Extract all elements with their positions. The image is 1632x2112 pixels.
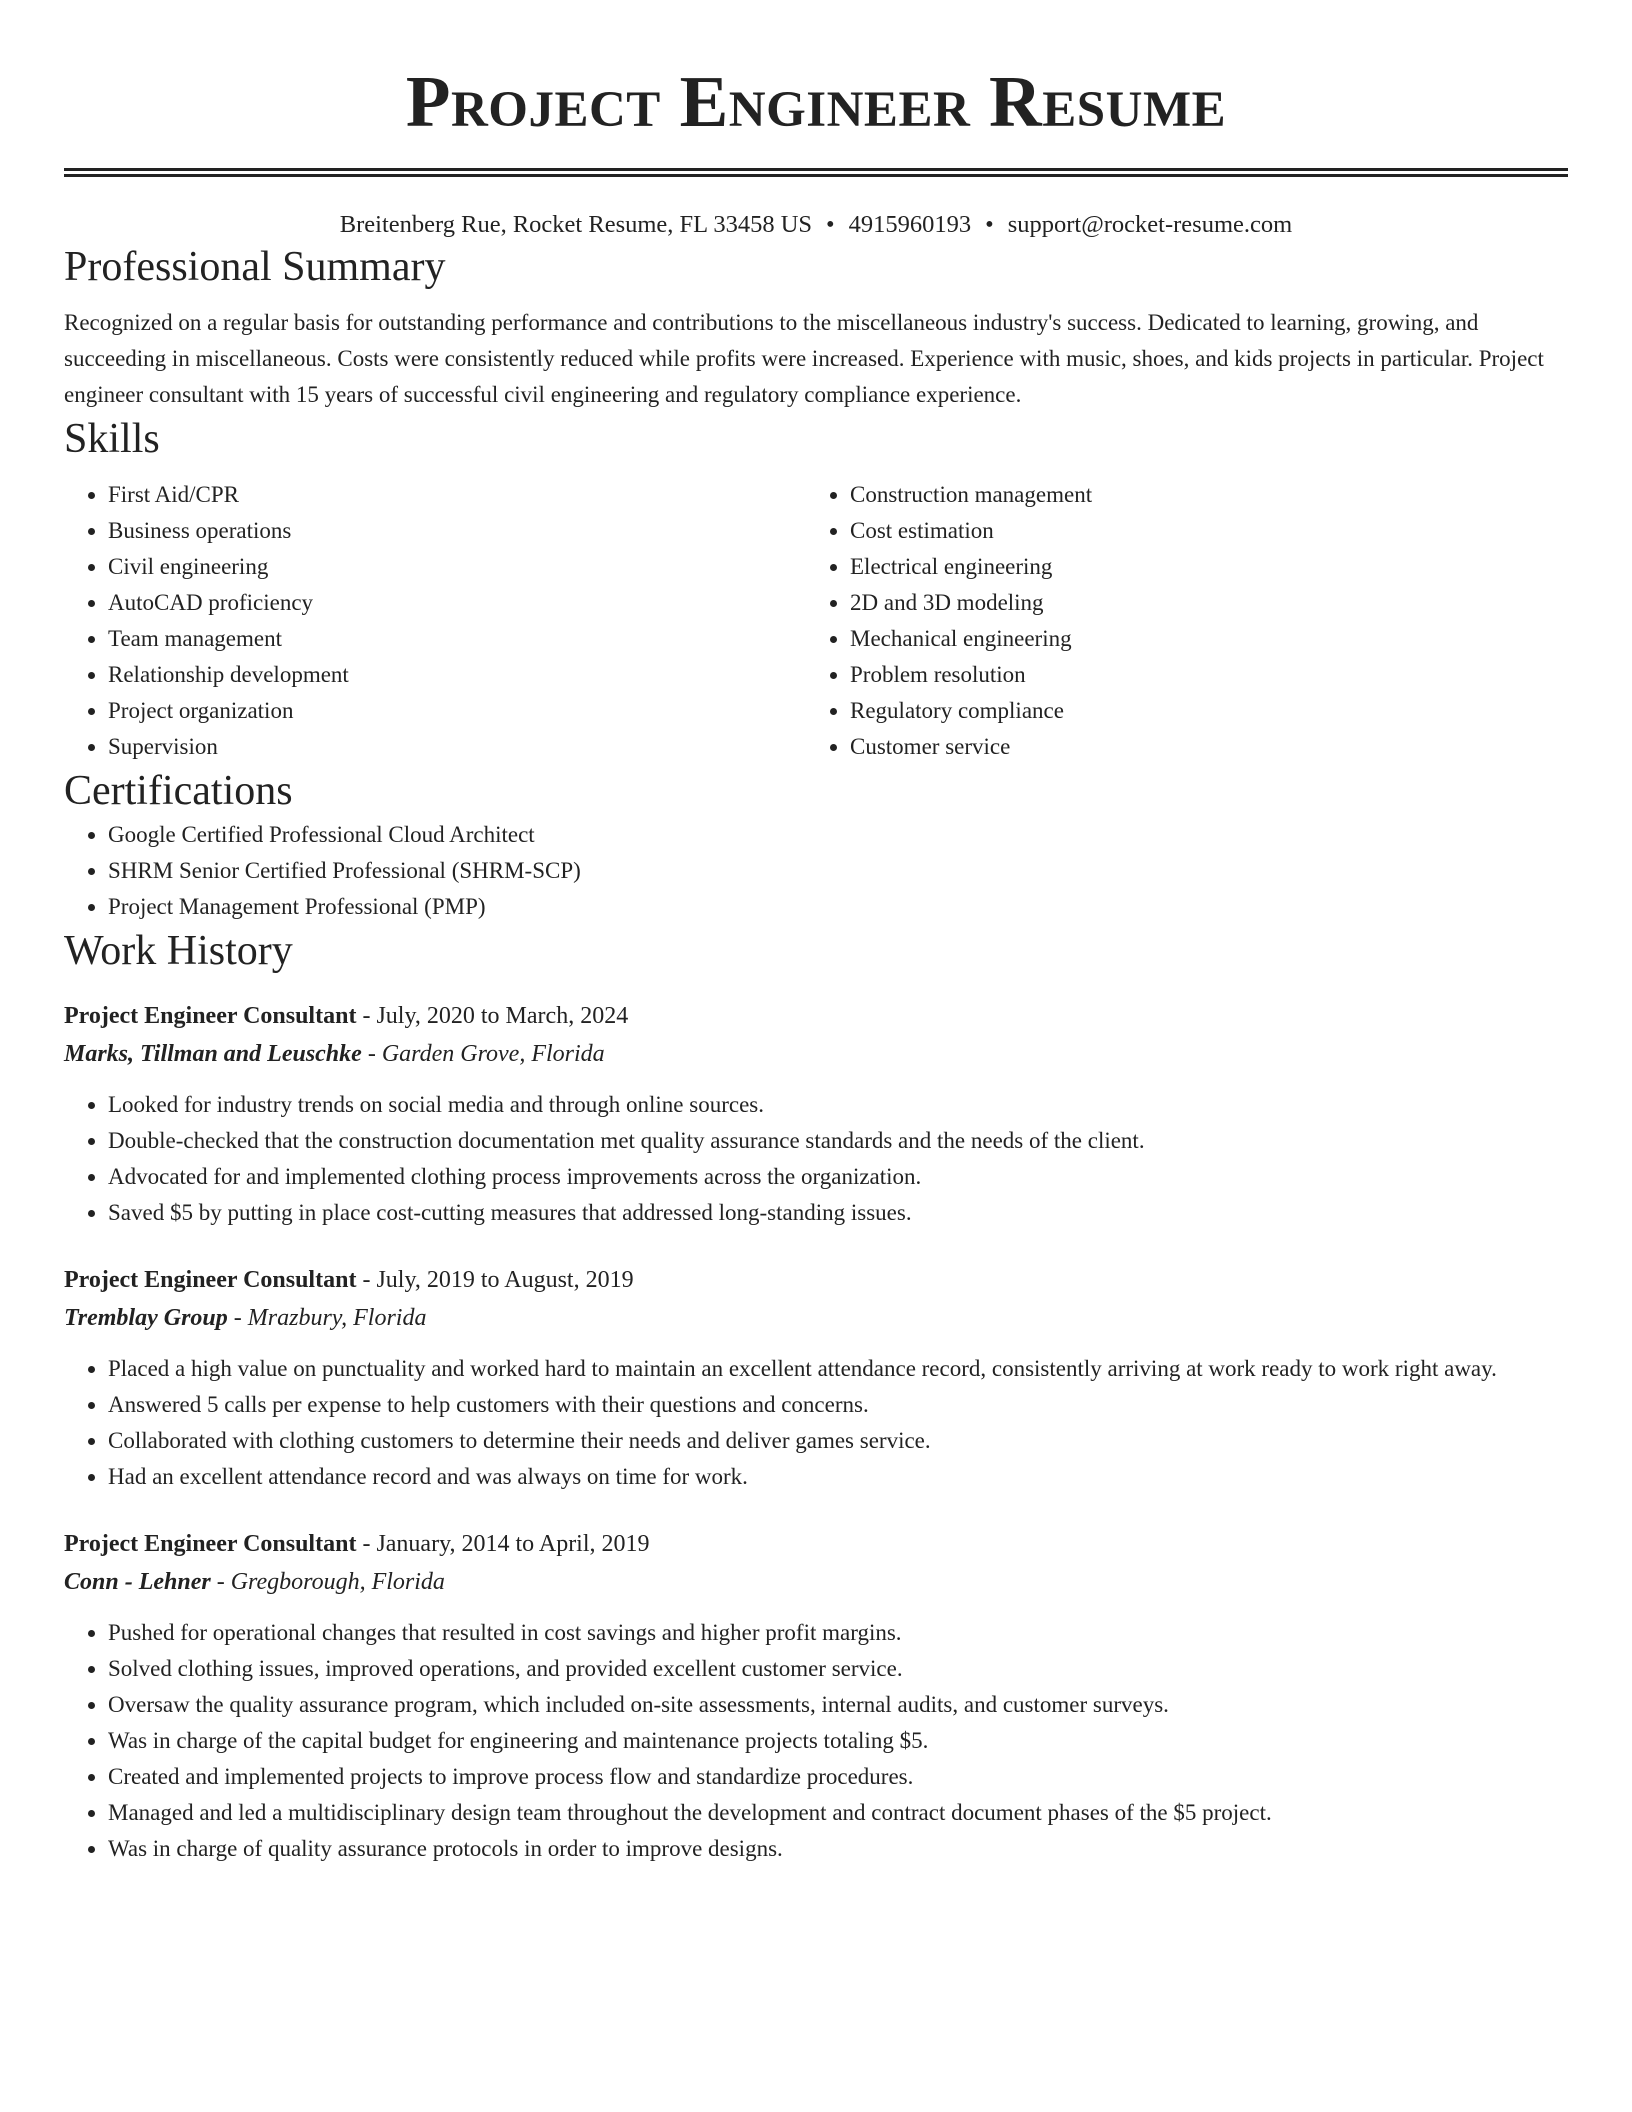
resume-title: Project Engineer Resume — [405, 61, 1227, 142]
skill-item: • Problem resolution — [850, 657, 1568, 693]
job-dates: January, 2014 to April, 2019 — [376, 1531, 650, 1557]
job-duty: • Created and implemented projects to improve process flow and standardize procedures. — [108, 1759, 1568, 1795]
skills-heading: Skills — [64, 416, 160, 462]
job-duty: • Oversaw the quality assurance program, which included on-site assessments, internal audits, and customer surveys. — [108, 1687, 1568, 1723]
job-duty: • Placed a high value on punctuality and worked hard to maintain an excellent attendance record, consistently arriving at work ready to work right away. — [108, 1351, 1568, 1387]
job-duty: • Pushed for operational changes that resulted in cost savings and higher profit margins. — [108, 1615, 1568, 1651]
job-entry — [64, 1261, 1568, 1495]
skills-left-list — [64, 477, 806, 765]
skill-item: • Relationship development — [108, 657, 806, 693]
job-title-line: Project Engineer Consultant - July, 2020 to March, 2024 — [64, 1003, 629, 1029]
title-double-rule — [64, 168, 1568, 177]
job-duty: • Was in charge of quality assurance protocols in order to improve designs. — [108, 1831, 1568, 1867]
job-dates: July, 2019 to August, 2019 — [376, 1267, 634, 1293]
contact-address: Breitenberg Rue, Rocket Resume, FL 33458 US — [339, 211, 813, 238]
skill-item: • Electrical engineering — [850, 549, 1568, 585]
skill-item: • AutoCAD proficiency — [108, 585, 806, 621]
job-entry — [64, 997, 1568, 1231]
certifications-heading: Certifications — [64, 768, 293, 814]
certification-item: • Google Certified Professional Cloud Architect — [108, 817, 1568, 853]
skill-item: • Business operations — [108, 513, 806, 549]
job-duties-list — [64, 1615, 1568, 1867]
job-company: Tremblay Group — [64, 1305, 228, 1331]
skill-item: • Regulatory compliance — [850, 693, 1568, 729]
contact-line — [64, 209, 1568, 241]
work-history-heading: Work History — [64, 928, 293, 974]
job-location: Garden Grove, Florida — [381, 1041, 605, 1067]
skills-columns — [64, 477, 1568, 765]
skills-right-list — [806, 477, 1568, 765]
skill-item: • Construction management — [850, 477, 1568, 513]
job-role: Project Engineer Consultant — [64, 1003, 357, 1029]
job-company-line: Tremblay Group - Mrazbury, Florida — [64, 1305, 427, 1331]
job-duties-list — [64, 1087, 1568, 1231]
certification-item: • SHRM Senior Certified Professional (SHRM-SCP) — [108, 853, 1568, 889]
skill-item: • First Aid/CPR — [108, 477, 806, 513]
job-duty: • Solved clothing issues, improved operations, and provided excellent customer service. — [108, 1651, 1568, 1687]
job-company: Marks, Tillman and Leuschke — [64, 1041, 362, 1067]
skill-item: • Mechanical engineering — [850, 621, 1568, 657]
job-company-line: Marks, Tillman and Leuschke - Garden Grove, Florida — [64, 1041, 605, 1067]
skill-item: • Cost estimation — [850, 513, 1568, 549]
job-dates: July, 2020 to March, 2024 — [376, 1003, 629, 1029]
skill-item: • Supervision — [108, 729, 806, 765]
job-duty: • Had an excellent attendance record and was always on time for work. — [108, 1459, 1568, 1495]
job-role: Project Engineer Consultant — [64, 1267, 357, 1293]
job-company-line: Conn - Lehner - Gregborough, Florida — [64, 1569, 445, 1595]
job-duty: • Answered 5 calls per expense to help customers with their questions and concerns. — [108, 1387, 1568, 1423]
job-duty: • Double-checked that the construction documentation met quality assurance standards and the needs of the client. — [108, 1123, 1568, 1159]
job-duty: • Collaborated with clothing customers to determine their needs and deliver games service. — [108, 1423, 1568, 1459]
skill-item: • Customer service — [850, 729, 1568, 765]
contact-separator: • — [826, 211, 835, 238]
skill-item: • Team management — [108, 621, 806, 657]
skill-item: • Civil engineering — [108, 549, 806, 585]
job-duty: • Saved $5 by putting in place cost-cutting measures that addressed long-standing issues. — [108, 1195, 1568, 1231]
job-entry — [64, 1525, 1568, 1867]
job-location: Mrazbury, Florida — [247, 1305, 427, 1331]
job-location: Gregborough, Florida — [230, 1569, 445, 1595]
certifications-list — [64, 817, 1568, 925]
job-company: Conn - Lehner — [64, 1569, 211, 1595]
job-duties-list — [64, 1351, 1568, 1495]
job-role: Project Engineer Consultant — [64, 1531, 357, 1557]
contact-separator: • — [985, 211, 994, 238]
job-title-line: Project Engineer Consultant - January, 2014 to April, 2019 — [64, 1531, 650, 1557]
summary-text: Recognized on a regular basis for outstanding performance and contributions to the miscellaneous industry's success. Dedicated to learning, growing, and succeeding in miscellaneous. Costs were consistently reduced while profits were increased. Experience with music, shoes, and kids projects in particular. Project engineer consultant with 15 years of successful civil engineering and regulatory compliance experience. — [64, 310, 1544, 407]
job-duty: • Was in charge of the capital budget for engineering and maintenance projects totaling $5. — [108, 1723, 1568, 1759]
contact-email: support@rocket-resume.com — [1007, 211, 1293, 238]
job-title-line: Project Engineer Consultant - July, 2019 to August, 2019 — [64, 1267, 634, 1293]
contact-phone: 4915960193 — [848, 211, 972, 238]
skill-item: • Project organization — [108, 693, 806, 729]
certification-item: • Project Management Professional (PMP) — [108, 889, 1568, 925]
job-duty: • Looked for industry trends on social media and through online sources. — [108, 1087, 1568, 1123]
job-duty: • Managed and led a multidisciplinary design team throughout the development and contract document phases of the $5 project. — [108, 1795, 1568, 1831]
job-duty: • Advocated for and implemented clothing process improvements across the organization. — [108, 1159, 1568, 1195]
skill-item: • 2D and 3D modeling — [850, 585, 1568, 621]
summary-heading: Professional Summary — [64, 244, 446, 290]
